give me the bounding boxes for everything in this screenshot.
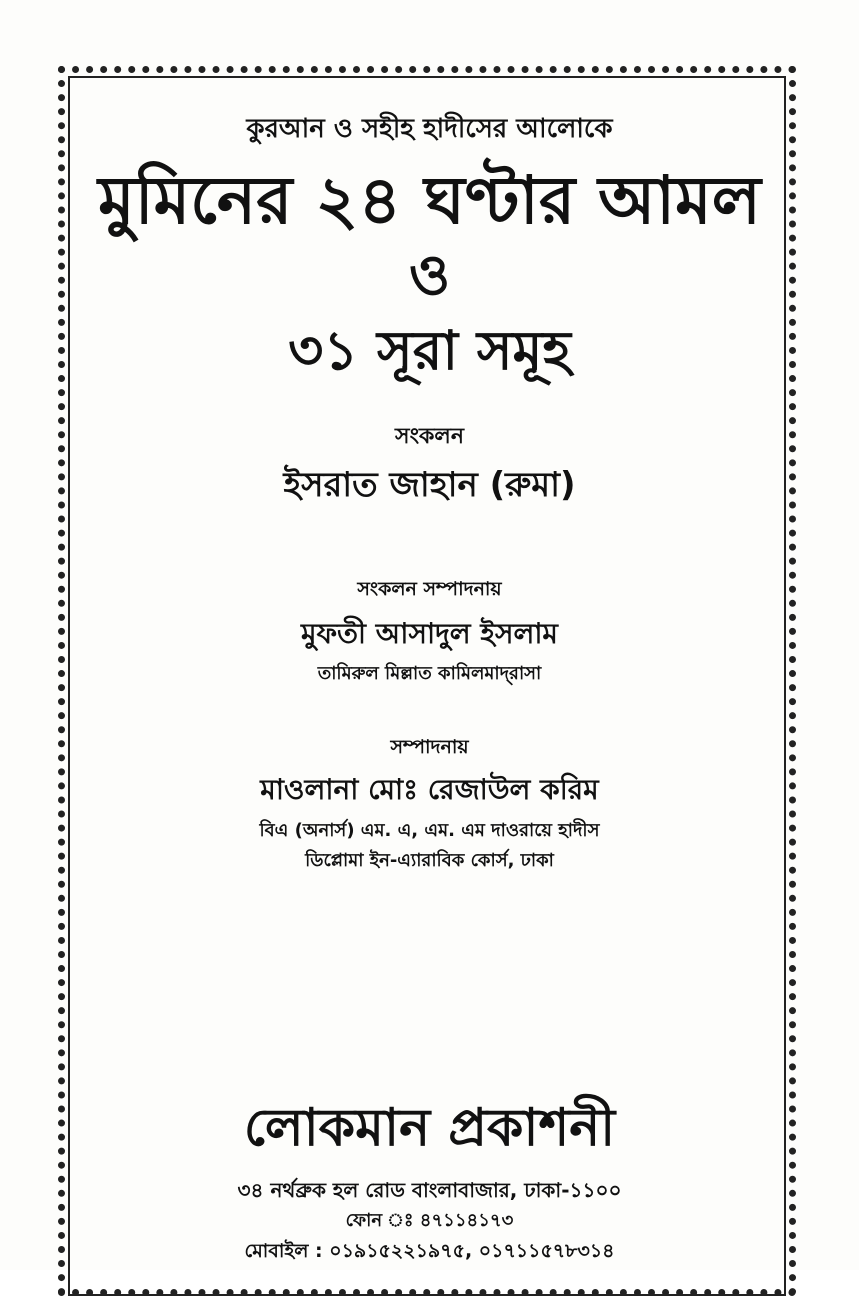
publisher-name: লোকমান প্রকাশনী xyxy=(243,1098,616,1158)
publisher-phone: ফোন ঃ ৪৭১১৪১৭৩ xyxy=(345,1210,514,1231)
compilation-editor-name: মুফতী আসাদুল ইসলাম xyxy=(301,617,558,650)
compilation-editor-affiliation: তামিরুল মিল্লাত কামিলমাদ্‌রাসা xyxy=(317,663,542,684)
editor-name: মাওলানা মোঃ রেজাউল করিম xyxy=(260,773,599,806)
editor-role: সম্পাদনায় xyxy=(390,736,469,758)
editor-qualification: বিএ (অনার্স) এম. এ, এম. এম দাওরায়ে হাদীস xyxy=(259,820,600,841)
book-subtitle: ৩১ সূরা সমূহ xyxy=(288,319,571,382)
compiler-name: ইসরাত জাহান (রুমা) xyxy=(283,465,576,505)
editor-diploma: ডিপ্লোমা ইন-এ্যারাবিক কোর্স, ঢাকা xyxy=(305,850,554,871)
compilation-editor-role: সংকলন সম্পাদনায় xyxy=(357,578,502,600)
cover-subtitle-top: কুরআন ও সহীহ হাদীসের আলোকে xyxy=(246,114,613,144)
publisher-mobile: মোবাইল : ০১৯১৫২২১৯৭৫, ০১৭১১৫৭৮৩১৪ xyxy=(244,1240,615,1262)
title-conjunction: ও xyxy=(408,243,451,308)
publisher-address: ৩৪ নর্থব্রুক হল রোড বাংলাবাজার, ঢাকা-১১০০ xyxy=(237,1178,622,1202)
book-title: মুমিনের ২৪ ঘণ্টার আমল xyxy=(98,162,761,239)
compiler-role: সংকলন xyxy=(395,424,464,449)
